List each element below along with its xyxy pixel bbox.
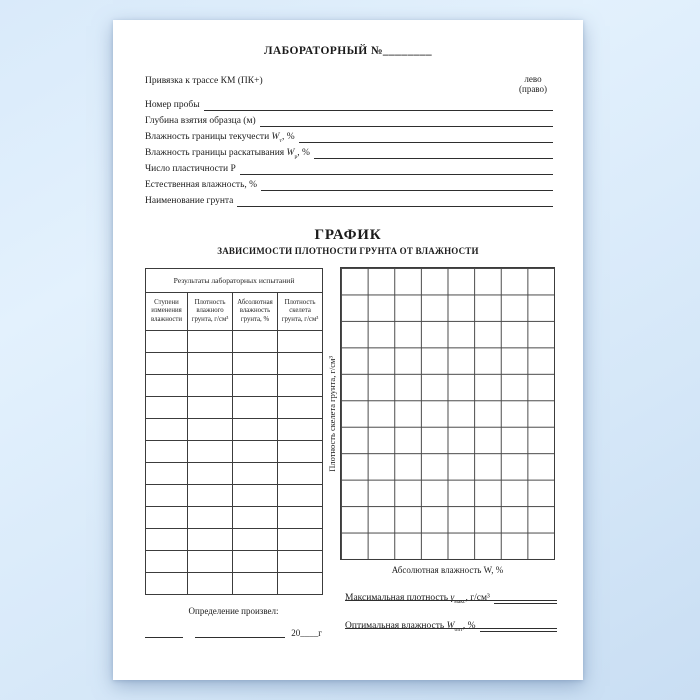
column-header-skeleton-density: Плотность скелета грунта, г/см³: [278, 293, 323, 331]
table-empty-cell: [146, 441, 188, 463]
field-row-plasticity-index: [145, 162, 553, 175]
table-empty-cell: [146, 573, 188, 595]
field-symbol: W: [271, 132, 280, 142]
y-axis-label: [324, 267, 339, 560]
table-empty-row: [146, 507, 323, 529]
field-label: [145, 195, 233, 207]
label-subscript: опт: [454, 626, 463, 633]
graph-title: ГРАФИК: [314, 227, 382, 243]
table-empty-cell: [233, 529, 278, 551]
field-label: [145, 99, 200, 111]
field-label: [145, 147, 310, 159]
table-empty-cell: [278, 419, 323, 441]
table-empty-cell: [146, 463, 188, 485]
table-empty-cell: [188, 485, 233, 507]
table-empty-cell: [278, 397, 323, 419]
fill-line: [480, 620, 557, 632]
table-empty-cell: [278, 331, 323, 353]
field-text: Номер пробы: [145, 100, 200, 110]
table-empty-cell: [278, 375, 323, 397]
fill-line: [237, 195, 553, 207]
field-symbol: W: [286, 148, 295, 158]
table-empty-row: [146, 419, 323, 441]
max-density-row: [345, 590, 557, 604]
table-empty-cell: [233, 441, 278, 463]
field-row-soil-name: [145, 194, 553, 207]
label-subscript: макс: [454, 598, 466, 605]
fill-line: [240, 163, 553, 175]
signature-row: [145, 624, 322, 638]
table-empty-cell: [146, 551, 188, 573]
table-empty-cell: [233, 573, 278, 595]
field-subscript: т: [279, 137, 282, 144]
table-caption: Результаты лабораторных испытаний: [146, 269, 323, 293]
optimal-moisture-row: [345, 618, 557, 632]
table-empty-cell: [188, 573, 233, 595]
table-caption-row: [146, 269, 323, 293]
gamma-symbol: γ: [450, 593, 455, 603]
field-row-sampling-depth: [145, 114, 553, 127]
table-empty-row: [146, 375, 323, 397]
field-label: [145, 179, 257, 191]
table-empty-cell: [188, 419, 233, 441]
results-table: [145, 268, 323, 595]
field-subscript: р: [294, 153, 298, 160]
field-text-post: , %: [281, 132, 295, 142]
table-empty-cell: [233, 331, 278, 353]
table-empty-row: [146, 573, 323, 595]
side-note: [519, 75, 547, 94]
label-text: Максимальная плотность: [345, 593, 451, 603]
label-text-post: , %: [462, 621, 476, 631]
table-empty-cell: [278, 573, 323, 595]
field-row-liquid-limit: [145, 130, 553, 143]
label-text-post: , г/см³: [465, 593, 490, 603]
table-empty-row: [146, 331, 323, 353]
table-empty-cell: [146, 485, 188, 507]
field-text: Влажность границы раскатывания: [145, 148, 287, 158]
table-empty-cell: [188, 397, 233, 419]
table-empty-cell: [233, 375, 278, 397]
table-empty-cell: [278, 529, 323, 551]
field-label: [145, 163, 236, 175]
table-empty-row: [146, 353, 323, 375]
fill-line: [204, 99, 553, 111]
w-symbol: W: [446, 621, 455, 631]
field-text: Глубина взятия образца (м): [145, 116, 256, 126]
signature-year: 20____г: [291, 628, 322, 638]
side-note-right: (право): [519, 83, 547, 94]
field-label: [145, 115, 256, 127]
fill-line: [345, 600, 557, 601]
table-empty-cell: [146, 353, 188, 375]
table-empty-cell: [233, 353, 278, 375]
table-empty-cell: [146, 507, 188, 529]
form-page: [113, 20, 583, 680]
table-empty-cell: [278, 463, 323, 485]
fill-line: [260, 115, 553, 127]
table-empty-row: [146, 529, 323, 551]
label-text: Оптимальная влажность: [345, 621, 447, 631]
table-empty-row: [146, 463, 323, 485]
table-empty-cell: [278, 353, 323, 375]
signature-line-short: [145, 626, 183, 638]
fill-line: [261, 179, 553, 191]
table-empty-cell: [188, 375, 233, 397]
optimal-moisture-label: [345, 620, 476, 632]
form-title: ЛАБОРАТОРНЫЙ №________: [263, 45, 433, 57]
table-empty-cell: [233, 463, 278, 485]
table-empty-cell: [233, 551, 278, 573]
fill-line: [314, 147, 553, 159]
field-text: Наименование грунта: [145, 196, 234, 206]
signature-caption: Определение произвел:: [188, 606, 279, 616]
fill-line: [345, 628, 557, 629]
x-axis-label: Абсолютная влажность W, %: [391, 565, 504, 575]
table-empty-cell: [188, 507, 233, 529]
column-header-moisture-steps: Ступени изменения влажности: [146, 293, 188, 331]
graph-grid: [340, 267, 555, 560]
table-empty-cell: [233, 507, 278, 529]
table-empty-cell: [146, 375, 188, 397]
field-text-post: , %: [297, 148, 310, 158]
field-text: Число пластичности Р: [145, 164, 236, 174]
column-header-absolute-moisture: Абсолютная влажность грунта, %: [233, 293, 278, 331]
table-header-row: [146, 293, 323, 331]
table-empty-cell: [146, 529, 188, 551]
table-empty-cell: [188, 551, 233, 573]
field-row-sample-number: [145, 98, 553, 111]
field-text: Влажность границы текучести: [145, 132, 272, 142]
column-header-wet-density: Плотность влажного грунта, г/см³: [188, 293, 233, 331]
field-row-plastic-limit: [145, 146, 553, 159]
signature-line-long: [195, 626, 285, 638]
y-axis-label-text: Плотность скелета грунта, г/см³: [326, 355, 337, 472]
fill-line: [299, 131, 553, 143]
table-empty-cell: [146, 331, 188, 353]
table-empty-cell: [233, 397, 278, 419]
table-empty-cell: [278, 441, 323, 463]
field-label: [145, 131, 295, 143]
table-empty-row: [146, 397, 323, 419]
table-empty-cell: [278, 551, 323, 573]
table-empty-row: [146, 485, 323, 507]
table-empty-cell: [146, 397, 188, 419]
table-empty-cell: [233, 419, 278, 441]
table-empty-cell: [188, 331, 233, 353]
table-empty-cell: [188, 529, 233, 551]
table-empty-cell: [146, 419, 188, 441]
table-empty-row: [146, 551, 323, 573]
table-empty-cell: [188, 463, 233, 485]
table-body: [146, 331, 323, 595]
graph-subtitle: ЗАВИСИМОСТИ ПЛОТНОСТИ ГРУНТА ОТ ВЛАЖНОСТИ: [217, 246, 479, 256]
table-empty-cell: [278, 507, 323, 529]
fill-line: [494, 592, 557, 604]
table-empty-cell: [233, 485, 278, 507]
table-empty-row: [146, 441, 323, 463]
table-empty-cell: [188, 441, 233, 463]
field-row-natural-moisture: [145, 178, 553, 191]
field-text: Естественная влажность, %: [145, 180, 258, 190]
route-binding-label: Привязка к трассе КМ (ПК+): [145, 76, 263, 86]
max-density-label: [345, 592, 490, 604]
table-empty-cell: [278, 485, 323, 507]
table-empty-cell: [188, 353, 233, 375]
side-note-left: лево: [524, 74, 542, 84]
